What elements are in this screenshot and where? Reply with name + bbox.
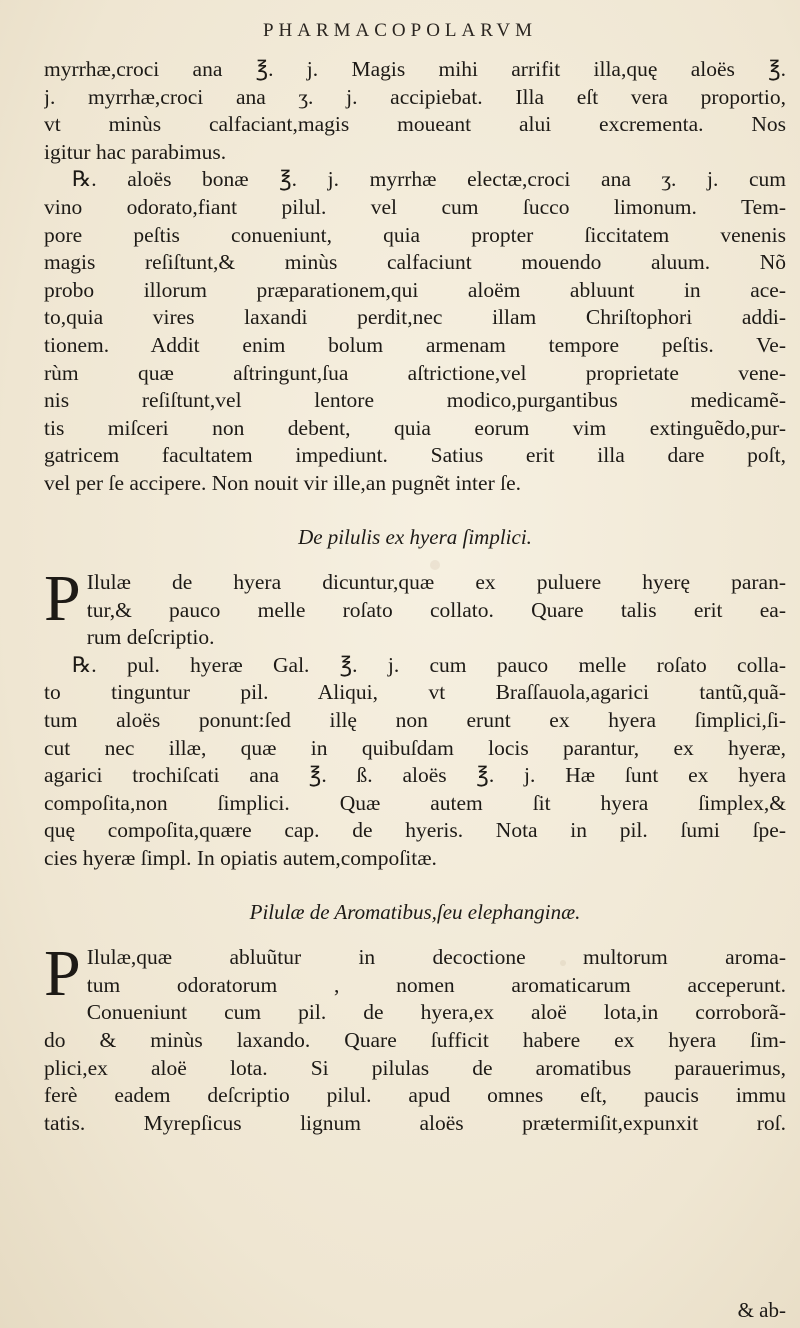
text-line: tis miſceri non debent, quia eorum vim extinguẽdo,pur- [44,415,786,440]
text-line: rùm quæ aſtringunt,ſua aſtrictione,vel proprietate vene- [44,360,786,385]
text-line: tionem. Addit enim bolum armenam tempore peſtis. Ve- [44,332,786,357]
text-line: tum odoratorum , nomen aromaticarum acceperunt. [86,972,786,997]
text-line: to,quia vires laxandi perdit,nec illam Chriſtophori addi- [44,305,786,330]
recipe-line: ℞. aloës bonæ ℥. j. myrrhæ electæ,croci ana ʒ. j. cum [72,167,786,192]
text-line: pore peſtis conueniunt, quia propter ſiccitatem venenis [44,222,786,247]
catchword: & ab- [737,1298,786,1322]
running-head: PHARMACOPOLARVM [262,20,538,41]
section-heading: De pilulis ex hyera ſimplici. [298,524,532,549]
drop-cap-letter: P [44,937,81,1011]
text-line: compoſita,non ſimplici. Quæ autem ſit hyera ſimplex,& [44,790,786,815]
text-line: to tinguntur pil. Aliqui, vt Braſſauola,agarici tantũ,quã- [44,680,786,705]
text-line: magis reſiſtunt,& minùs calfaciunt mouendo aluum. Nõ [44,250,786,275]
main-text [44,56,786,1137]
text-line: plici,ex aloë lota. Si pilulas de aromatibus parauerimus, [44,1055,786,1080]
text-line: tatis. Myrepſicus lignum aloës prætermiſit,expunxit roſ. [44,1110,786,1135]
recipe-line: ℞. pul. hyeræ Gal. ℥. j. cum pauco melle roſato colla- [72,652,786,677]
text-line: do & minùs laxando. Quare ſufficit habere ex hyera ſim- [44,1028,786,1052]
text-line: vel per ſe accipere. Non nouit vir ille,an pugnẽt inter ſe. [44,470,521,495]
drop-cap-letter: P [44,562,81,636]
paragraph-3 [44,937,786,1137]
text-line: tum aloës ponunt:ſed illę non erunt ex hyera ſimplici,ſi- [44,708,786,733]
text-line: probo illorum præparationem,qui aloëm abluunt in ace- [44,277,786,302]
paragraph-1 [44,56,786,498]
text-line: Ilulæ de hyera dicuntur,quæ ex puluere hyerę paran- [86,570,786,595]
text-line: j. myrrhæ,croci ana ʒ. j. accipiebat. Illa eſt vera proportio, [44,84,786,109]
paragraph-2 [44,562,786,873]
text-line: myrrhæ,croci ana ℥. j. Magis mihi arrifit illa,quę aloës ℥. [44,57,786,81]
text-line: Ilulæ,quæ abluũtur in decoctione multorum aroma- [86,945,786,970]
section-heading: Pilulæ de Aromatibus,ſeu elephanginæ. [249,899,581,924]
text-line: Conueniunt cum pil. de hyera,ex aloë lota,in corroborã- [86,1000,786,1025]
text-line: ferè eadem deſcriptio pilul. apud omnes eſt, paucis immu [44,1083,786,1108]
text-line: rum deſcriptio. [86,625,215,650]
text-line: tur,& pauco melle roſato collato. Quare talis erit ea- [86,597,786,622]
text-line: igitur hac parabimus. [44,139,227,164]
text-line: gatricem facultatem impediunt. Satius erit illa dare poſt, [44,443,786,468]
text-line: vt minùs calfaciant,magis moueant alui excrementa. Nos [44,112,786,137]
text-line: cies hyeræ ſimpl. In opiatis autem,compoſitæ. [44,846,437,871]
text-line: quę compoſita,quære cap. de hyeris. Nota in pil. ſumi ſpe- [44,818,786,843]
text-line: nis reſiſtunt,vel lentore modico,purgantibus medicamẽ- [44,388,786,413]
text-line: cut nec illæ, quæ in quibuſdam locis parantur, ex hyeræ, [44,735,786,760]
text-line: agarici trochiſcati ana ℥. ß. aloës ℥. j. Hæ ſunt ex hyera [44,763,786,788]
text-line: vino odorato,fiant pilul. vel cum ſucco limonum. Tem- [44,194,786,219]
